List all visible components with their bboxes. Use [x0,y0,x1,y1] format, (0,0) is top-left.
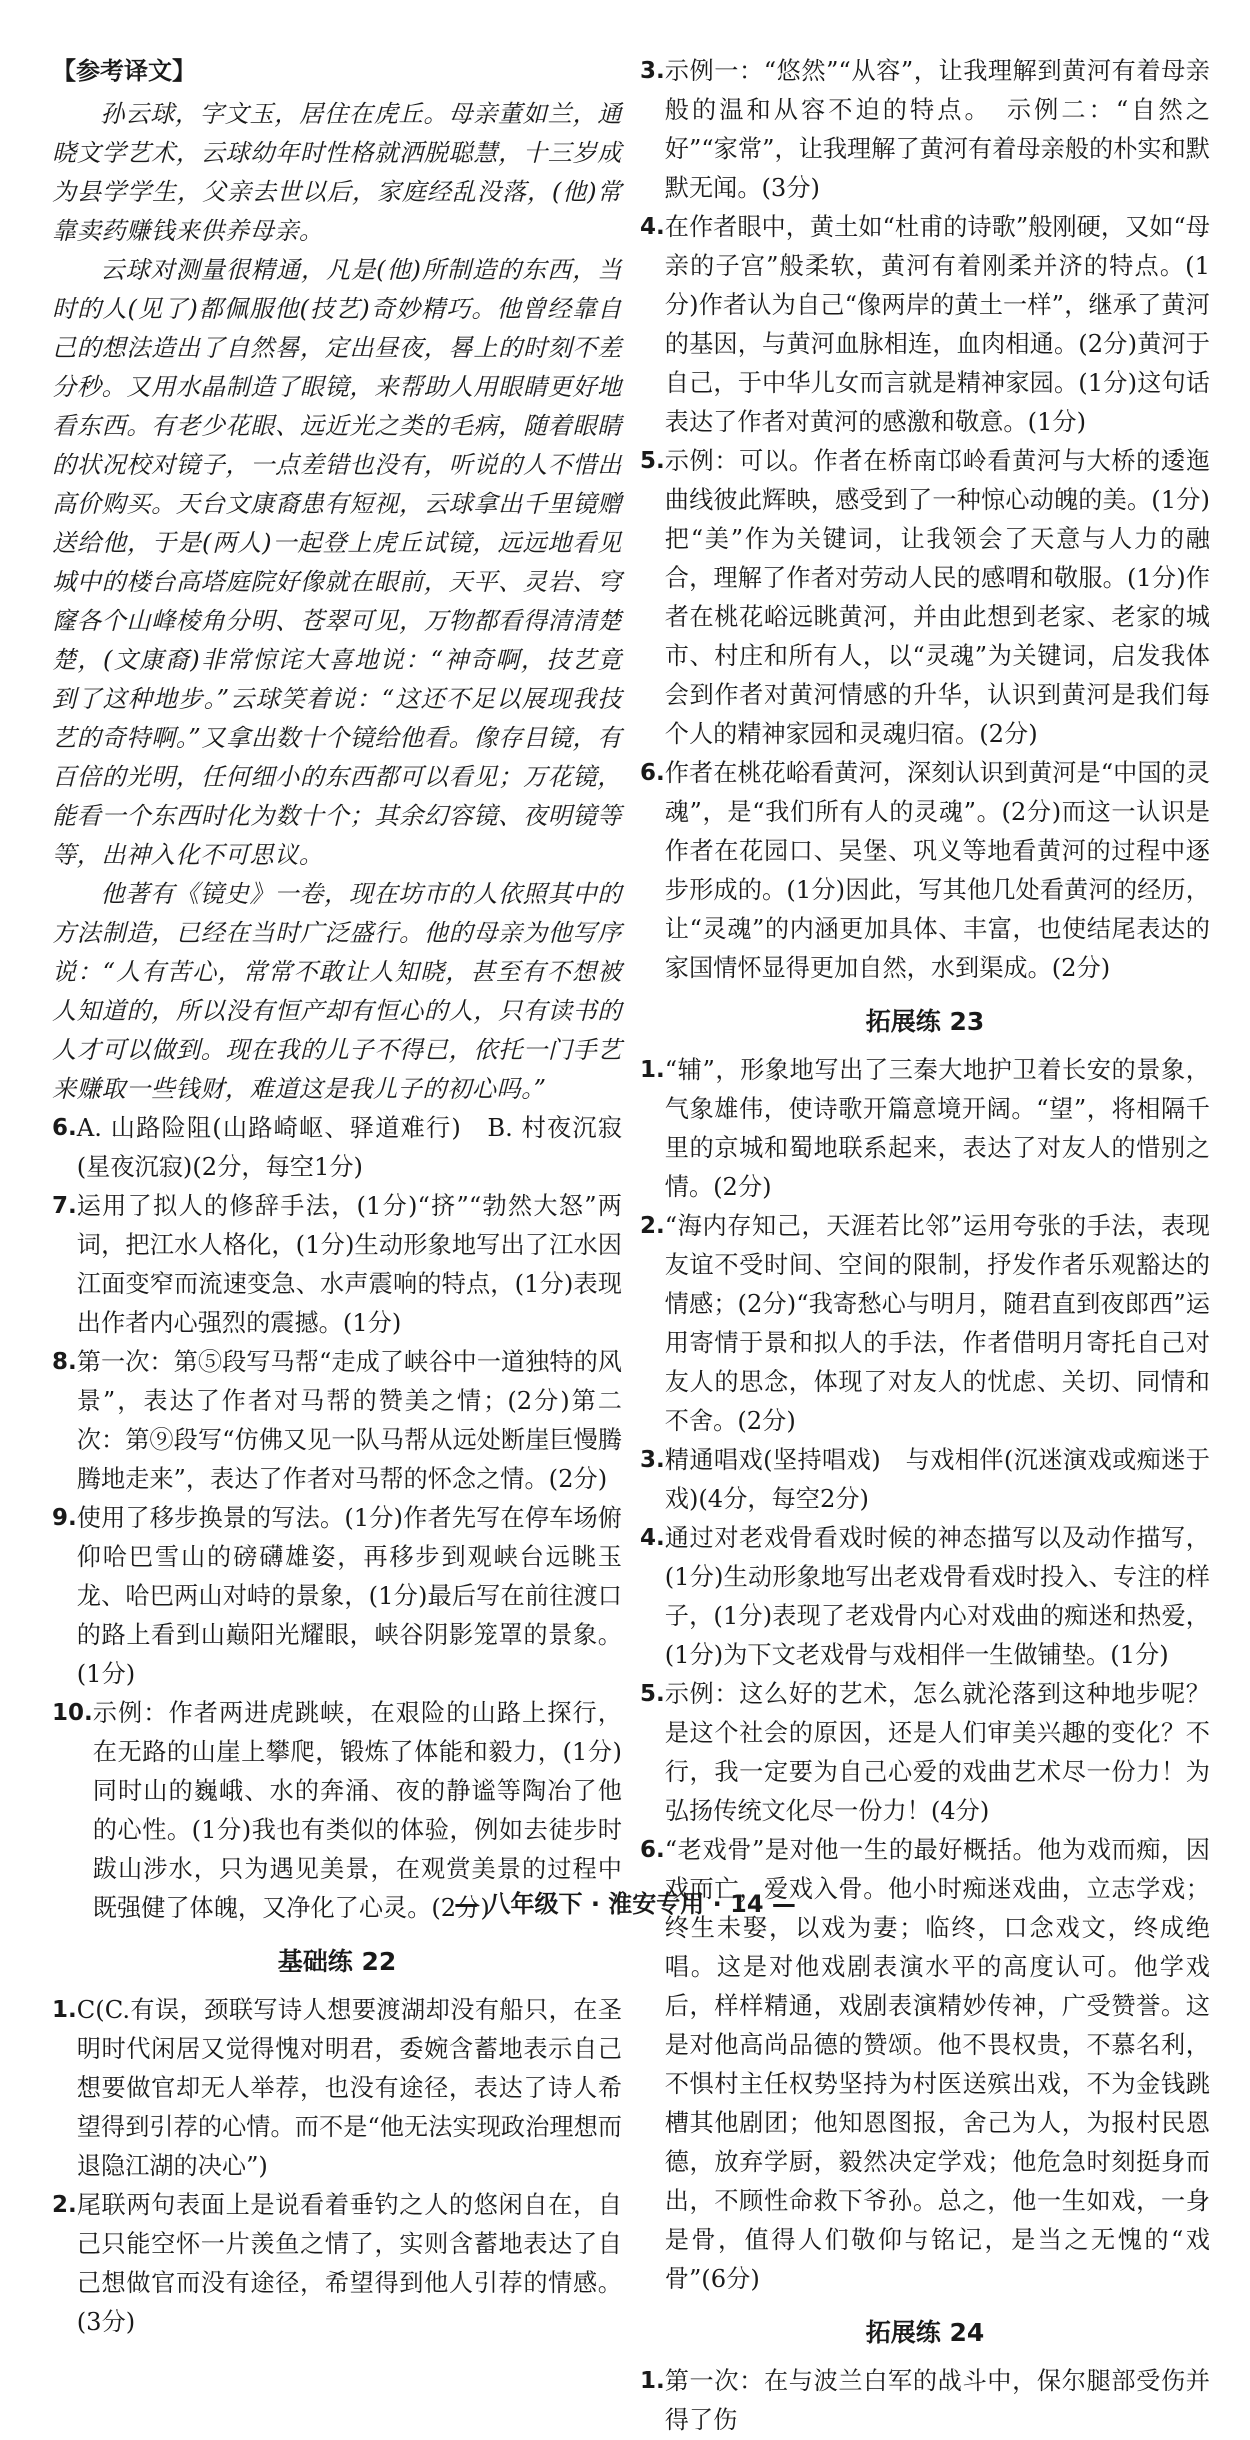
answer-item [640,1675,1210,1831]
answer-item [640,1051,1210,1207]
answer-number: 4. [640,214,665,240]
answer-number: 4. [640,1525,665,1551]
answer-number: 10. [52,1700,93,1726]
answer-number: 9. [52,1505,77,1531]
answer-item [640,2362,1210,2440]
answer-text: C(C.有误，颈联写诗人想要渡湖却没有船只，在圣明时代闲居又觉得愧对明君，委婉含蓄地表示自己想要做官却无人举荐，也没有途径，表达了诗人希望得到引荐的心情。而不是“他无法实现政治理想而退隐江湖的决心”) [76,1996,622,2180]
answer-item [52,1991,622,2186]
answer-number: 8. [52,1349,77,1375]
answer-number: 3. [640,1447,665,1473]
translation-paragraph: 孙云球，字文玉，居住在虎丘。母亲董如兰，通晓文学艺术，云球幼年时性格就洒脱聪慧，十三岁成为县学学生，父亲去世以后，家庭经乱没落，(他)常靠卖药赚钱来供养母亲。 [52,100,622,245]
answer-item [52,1343,622,1499]
answer-item [640,442,1210,754]
right-column [640,52,1210,2440]
answer-text: 示例一：“悠然”“从容”，让我理解到黄河有着母亲般的温和从容不迫的特点。 示例二：“自然之好”“家常”，让我理解了黄河有着母亲般的朴实和默默无闻。(3分) [664,57,1210,202]
answer-number: 5. [640,448,665,474]
answer-text: 第一次：在与波兰白军的战斗中，保尔腿部受伤并得了伤 [664,2367,1210,2434]
answer-item [640,1519,1210,1675]
left-column [52,52,622,2342]
answer-text: 使用了移步换景的写法。(1分)作者先写在停车场俯仰哈巴雪山的磅礴雄姿，再移步到观峡台远眺玉龙、哈巴两山对峙的景象，(1分)最后写在前往渡口的路上看到山巅阳光耀眼，峡谷阴影笼罩的景象。(1分) [76,1504,622,1688]
answer-text: 通过对老戏骨看戏时候的神态描写以及动作描写，(1分)生动形象地写出老戏骨看戏时投入、专注的样子，(1分)表现了老戏骨内心对戏曲的痴迷和热爱，(1分)为下文老戏骨与戏相伴一生做铺垫。(1分) [664,1524,1210,1669]
reference-translation-header: 【参考译文】 [52,57,196,85]
answer-item [640,52,1210,208]
answer-item [52,1187,622,1343]
answer-number: 2. [640,1213,665,1239]
answer-item [52,2186,622,2342]
answer-number: 1. [640,1057,665,1083]
answer-item [640,754,1210,988]
answer-item [640,1441,1210,1519]
answer-number: 1. [640,2368,665,2394]
answer-item [640,208,1210,442]
answer-number: 6. [52,1115,77,1141]
answer-text: “海内存知己，天涯若比邻”运用夸张的手法，表现友谊不受时间、空间的限制，抒发作者乐观豁达的情感；(2分)“我寄愁心与明月，随君直到夜郎西”运用寄情于景和拟人的手法，作者借明月寄托自己对友人的思念，体现了对友人的忧虑、关切、同情和不舍。(2分) [664,1212,1210,1435]
answer-item [640,1207,1210,1441]
answer-item [52,1499,622,1694]
answer-text: A. 山路险阻(山路崎岖、驿道难行) B. 村夜沉寂(星夜沉寂)(2分，每空1分) [76,1114,622,1181]
answer-text: 作者在桃花峪看黄河，深刻认识到黄河是“中国的灵魂”，是“我们所有人的灵魂”。(2分)而这一认识是作者在花园口、吴堡、巩义等地看黄河的过程中逐步形成的。(1分)因此，写其他几处看黄河的经历，让“灵魂”的内涵更加具体、丰富，也使结尾表达的家国情怀显得更加自然，水到渠成。(2分) [664,759,1210,982]
answer-text: 示例：作者两进虎跳峡，在艰险的山路上探行，在无路的山崖上攀爬，锻炼了体能和毅力，(1分)同时山的巍峨、水的奔涌、夜的静谧等陶冶了他的心性。(1分)我也有类似的体验，例如去徒步时跋山涉水，只为遇见美景，在观赏美景的过程中既强健了体魄，又净化了心灵。(2分) [92,1699,622,1922]
answer-text: 尾联两句表面上是说看着垂钓之人的悠闲自在，自己只能空怀一片羡鱼之情了，实则含蓄地表达了自己想做官而没有途径，希望得到他人引荐的情感。(3分) [76,2191,622,2336]
answer-number: 1. [52,1997,77,2023]
answer-item [52,1109,622,1187]
answer-number: 6. [640,760,665,786]
answer-text: 在作者眼中，黄土如“杜甫的诗歌”般刚硬，又如“母亲的子宫”般柔软，黄河有着刚柔并济的特点。(1分)作者认为自己“像两岸的黄土一样”，继承了黄河的基因，与黄河血脉相连，血肉相通。(2分)黄河于自己，于中华儿女而言就是精神家园。(1分)这句话表达了作者对黄河的感激和敬意。(1分) [664,213,1210,436]
answer-text: “辅”，形象地写出了三秦大地护卫着长安的景象，气象雄伟，使诗歌开篇意境开阔。“望”，将相隔千里的京城和蜀地联系起来，表达了对友人的惜别之情。(2分) [664,1056,1210,1201]
section-title: 基础练 22 [277,1947,397,1976]
section-title: 拓展练 23 [865,1007,985,1036]
answer-text: “老戏骨”是对他一生的最好概括。他为戏而痴，因戏而亡，爱戏入骨。他小时痴迷戏曲，立志学戏；终生未娶，以戏为妻；临终，口念戏文，终成绝唱。这是对他戏剧表演水平的高度认可。他学戏后，样样精通，戏剧表演精妙传神，广受赞誉。这是对他高尚品德的赞颂。他不畏权贵，不慕名利，不惧村主任权势坚持为村医送殡出戏，不为金钱跳槽其他剧团；他知恩图报，舍己为人，为报村民恩德，放弃学厨，毅然决定学戏；他危急时刻挺身而出，不顾性命救下爷孙。总之，他一生如戏，一身是骨，值得人们敬仰与铭记，是当之无愧的“戏骨”(6分) [664,1836,1210,2293]
answer-number: 5. [640,1681,665,1707]
answer-text: 第一次：第⑤段写马帮“走成了峡谷中一道独特的风景”，表达了作者对马帮的赞美之情；(2分)第二次：第⑨段写“仿佛又见一队马帮从远处断崖巨慢腾腾地走来”，表达了作者对马帮的怀念之情。(2分) [76,1348,622,1493]
page-footer: — 八年级下 · 淮安专用 · 14 — [454,1890,796,1918]
answer-text: 运用了拟人的修辞手法，(1分)“挤”“勃然大怒”两词，把江水人格化，(1分)生动形象地写出了江水因江面变窄而流速变急、水声震响的特点，(1分)表现出作者内心强烈的震撼。(1分) [76,1192,622,1337]
answer-number: 3. [640,58,665,84]
answer-text: 精通唱戏(坚持唱戏) 与戏相伴(沉迷演戏或痴迷于戏)(4分，每空2分) [664,1446,1210,1513]
answer-number: 6. [640,1837,665,1863]
translation-paragraph: 云球对测量很精通，凡是(他)所制造的东西，当时的人(见了)都佩服他(技艺)奇妙精巧。他曾经靠自己的想法造出了自然晷，定出昼夜，晷上的时刻不差分秒。又用水晶制造了眼镜，来帮助人用眼睛更好地看东西。有老少花眼、远近光之类的毛病，随着眼睛的状况校对镜子，一点差错也没有，听说的人不惜出高价购买。天台文康裔患有短视，云球拿出千里镜赠送给他，于是(两人)一起登上虎丘试镜，远远地看见城中的楼台高塔庭院好像就在眼前，天平、灵岩、穹窿各个山峰棱角分明、苍翠可见，万物都看得清清楚楚，(文康裔)非常惊诧大喜地说：“神奇啊，技艺竟到了这种地步。”云球笑着说：“这还不足以展现我技艺的奇特啊。”又拿出数十个镜给他看。像存目镜，有百倍的光明，任何细小的东西都可以看见；万花镜，能看一个东西时化为数十个；其余幻容镜、夜明镜等等，出神入化不可思议。 [52,256,622,869]
answer-number: 7. [52,1193,77,1219]
translation-paragraph: 他著有《镜史》一卷，现在坊市的人依照其中的方法制造，已经在当时广泛盛行。他的母亲为他写序说：“人有苦心，常常不敢让人知晓，甚至有不想被人知道的，所以没有恒产却有恒心的人，只有读书的人才可以做到。现在我的儿子不得已，依托一门手艺来赚取一些钱财，难道这是我儿子的初心吗。” [52,880,622,1103]
answer-number: 2. [52,2192,77,2218]
section-title: 拓展练 24 [865,2318,985,2347]
answer-text: 示例：可以。作者在桥南邙岭看黄河与大桥的逶迤曲线彼此辉映，感受到了一种惊心动魄的美。(1分)把“美”作为关键词，让我领会了天意与人力的融合，理解了作者对劳动人民的感喟和敬服。(1分)作者在桃花峪远眺黄河，并由此想到老家、老家的城市、村庄和所有人，以“灵魂”为关键词，启发我体会到作者对黄河情感的升华，认识到黄河是我们每个人的精神家园和灵魂归宿。(2分) [664,447,1210,748]
answer-text: 示例：这么好的艺术，怎么就沦落到这种地步呢？是这个社会的原因，还是人们审美兴趣的变化？不行，我一定要为自己心爱的戏曲艺术尽一份力！为弘扬传统文化尽一份力！(4分) [664,1680,1210,1825]
